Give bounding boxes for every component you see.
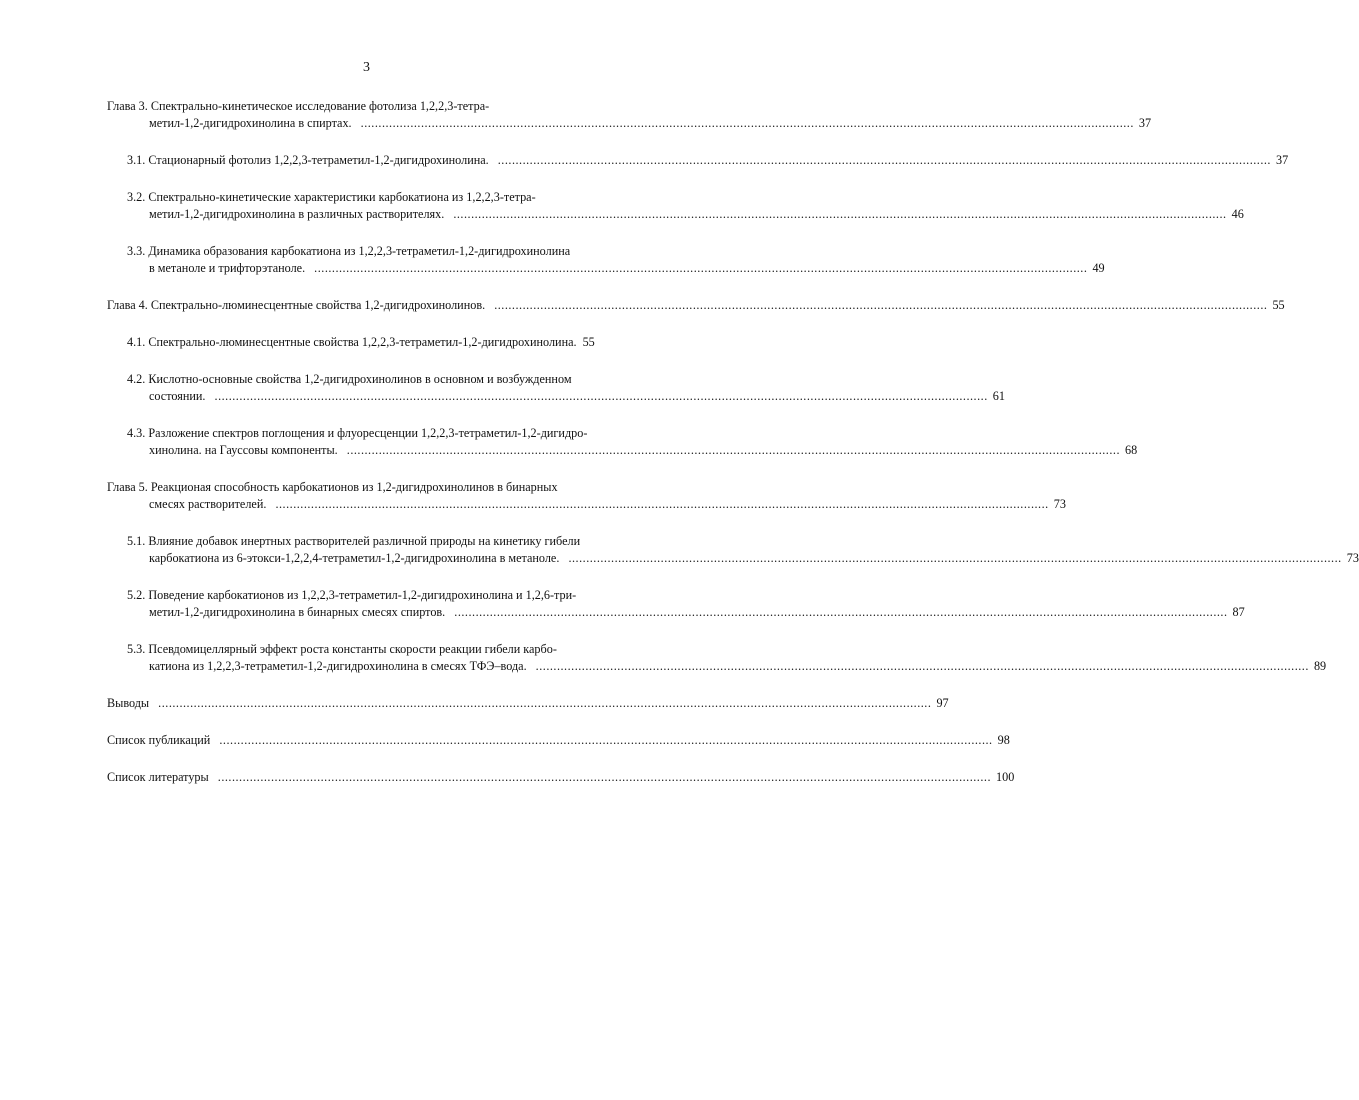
toc-page-number: 61 [992, 389, 1005, 403]
toc-page-number: 37 [1276, 153, 1289, 167]
toc-entry-references [107, 769, 1015, 786]
toc-page-number: 89 [1313, 659, 1327, 673]
toc-entry-title: Глава 5. Реакционая способность карбокатионов из 1,2-дигидрохинолинов в бинарных [107, 480, 558, 494]
toc-entry-title-continued: метил-1,2-дигидрохинолина в спиртах. [149, 116, 352, 130]
dot-leader [494, 298, 1267, 312]
toc-entry-title: Выводы [107, 696, 150, 710]
toc-entry-conclusions [107, 695, 949, 712]
dot-leader [568, 551, 1341, 565]
toc-page-number: 97 [936, 696, 949, 710]
toc-entry-section-5-2 [107, 587, 1245, 621]
toc-entry-title: 3.3. Динамика образования карбокатиона из 1,2,2,3-тетраметил-1,2-дигидрохинолина [127, 244, 571, 258]
toc-entry-chapter-5 [107, 479, 1066, 513]
toc-page-number: 98 [997, 733, 1010, 747]
toc-entry-title-continued: смесях растворителей. [149, 497, 267, 511]
toc-page-number: 73 [1053, 497, 1066, 511]
dot-leader [275, 497, 1048, 511]
toc-entry-section-4-1 [107, 334, 677, 351]
dot-leader [536, 659, 1309, 673]
toc-entry-title: 3.1. Стационарный фотолиз 1,2,2,3-тетраметил-1,2-дигидрохинолина. [127, 153, 489, 167]
toc-entry-section-5-3 [107, 641, 1327, 675]
toc-page-number: 49 [1092, 261, 1105, 275]
dot-leader [158, 696, 931, 710]
toc-entry-chapter-4 [107, 297, 1285, 314]
toc-entry-title: 4.2. Кислотно-основные свойства 1,2-дигидрохинолинов в основном и возбужденном [127, 372, 572, 386]
toc-entry-title: 5.1. Влияние добавок инертных растворителей различной природы на кинетику гибели [127, 534, 581, 548]
toc-entry-title-continued: катиона из 1,2,2,3-тетраметил-1,2-дигидрохинолина в смесях ТФЭ–вода. [149, 659, 527, 673]
toc-page-number: 46 [1231, 207, 1244, 221]
toc-entry-section-5-1 [107, 533, 1359, 567]
toc-page-number: 37 [1138, 116, 1152, 130]
toc-entry-section-3-1 [107, 152, 1289, 169]
toc-entry-title: 4.1. Спектрально-люминесцентные свойства 1,2,2,3-тетраметил-1,2-дигидрохинолина. [127, 335, 577, 349]
dot-leader [215, 389, 988, 403]
toc-entry-title: Глава 3. Спектрально-кинетическое исследование фотолиза 1,2,2,3-тетра- [107, 99, 490, 113]
toc-entry-title-continued: метил-1,2-дигидрохинолина в различных растворителях. [149, 207, 445, 221]
toc-page-number: 87 [1232, 605, 1245, 619]
table-of-contents [107, 98, 1359, 806]
toc-entry-title: Список публикаций [107, 733, 211, 747]
toc-entry-chapter-3 [107, 98, 1152, 132]
dot-leader [218, 770, 991, 784]
toc-entry-title-continued: состоянии. [149, 389, 206, 403]
dot-leader [453, 207, 1226, 221]
toc-entry-publications [107, 732, 1010, 749]
toc-entry-title: 5.2. Поведение карбокатионов из 1,2,2,3-тетраметил-1,2-дигидрохинолина и 1,2,6-три- [127, 588, 577, 602]
dot-leader [454, 605, 1227, 619]
toc-entry-title: 5.3. Псевдомицеллярный эффект роста константы скорости реакции гибели карбо- [127, 642, 557, 656]
dot-leader [498, 153, 1271, 167]
toc-entry-section-4-3 [107, 425, 1138, 459]
dot-leader [361, 116, 1134, 130]
toc-page-number: 55 [1272, 298, 1285, 312]
page-number: 3 [363, 60, 370, 75]
toc-page-number: 100 [996, 770, 1015, 784]
toc-entry-section-3-3 [107, 243, 1105, 277]
toc-entry-title: 3.2. Спектрально-кинетические характеристики карбокатиона из 1,2,2,3-тетра- [127, 190, 536, 204]
toc-page-number: 55 [582, 335, 595, 349]
toc-entry-section-4-2 [107, 371, 1005, 405]
dot-leader [347, 443, 1120, 457]
toc-entry-title: 4.3. Разложение спектров поглощения и флуоресценции 1,2,2,3-тетраметил-1,2-дигидро- [127, 426, 588, 440]
toc-entry-title-continued: карбокатиона из 6-этокси-1,2,2,4-тетраметил-1,2-дигидрохинолина в метаноле. [149, 551, 560, 565]
toc-entry-title-continued: метил-1,2-дигидрохинолина в бинарных смесях спиртов. [149, 605, 446, 619]
toc-entry-title-continued: хинолина. на Гауссовы компоненты. [149, 443, 338, 457]
toc-entry-title-continued: в метаноле и трифторэтаноле. [149, 261, 306, 275]
dot-leader [314, 261, 1087, 275]
dot-leader [219, 733, 992, 747]
toc-entry-section-3-2 [107, 189, 1244, 223]
toc-page-number: 73 [1346, 551, 1359, 565]
toc-entry-title: Список литературы [107, 770, 209, 784]
toc-entry-title: Глава 4. Спектрально-люминесцентные свойства 1,2-дигидрохинолинов. [107, 298, 486, 312]
toc-page-number: 68 [1125, 443, 1138, 457]
